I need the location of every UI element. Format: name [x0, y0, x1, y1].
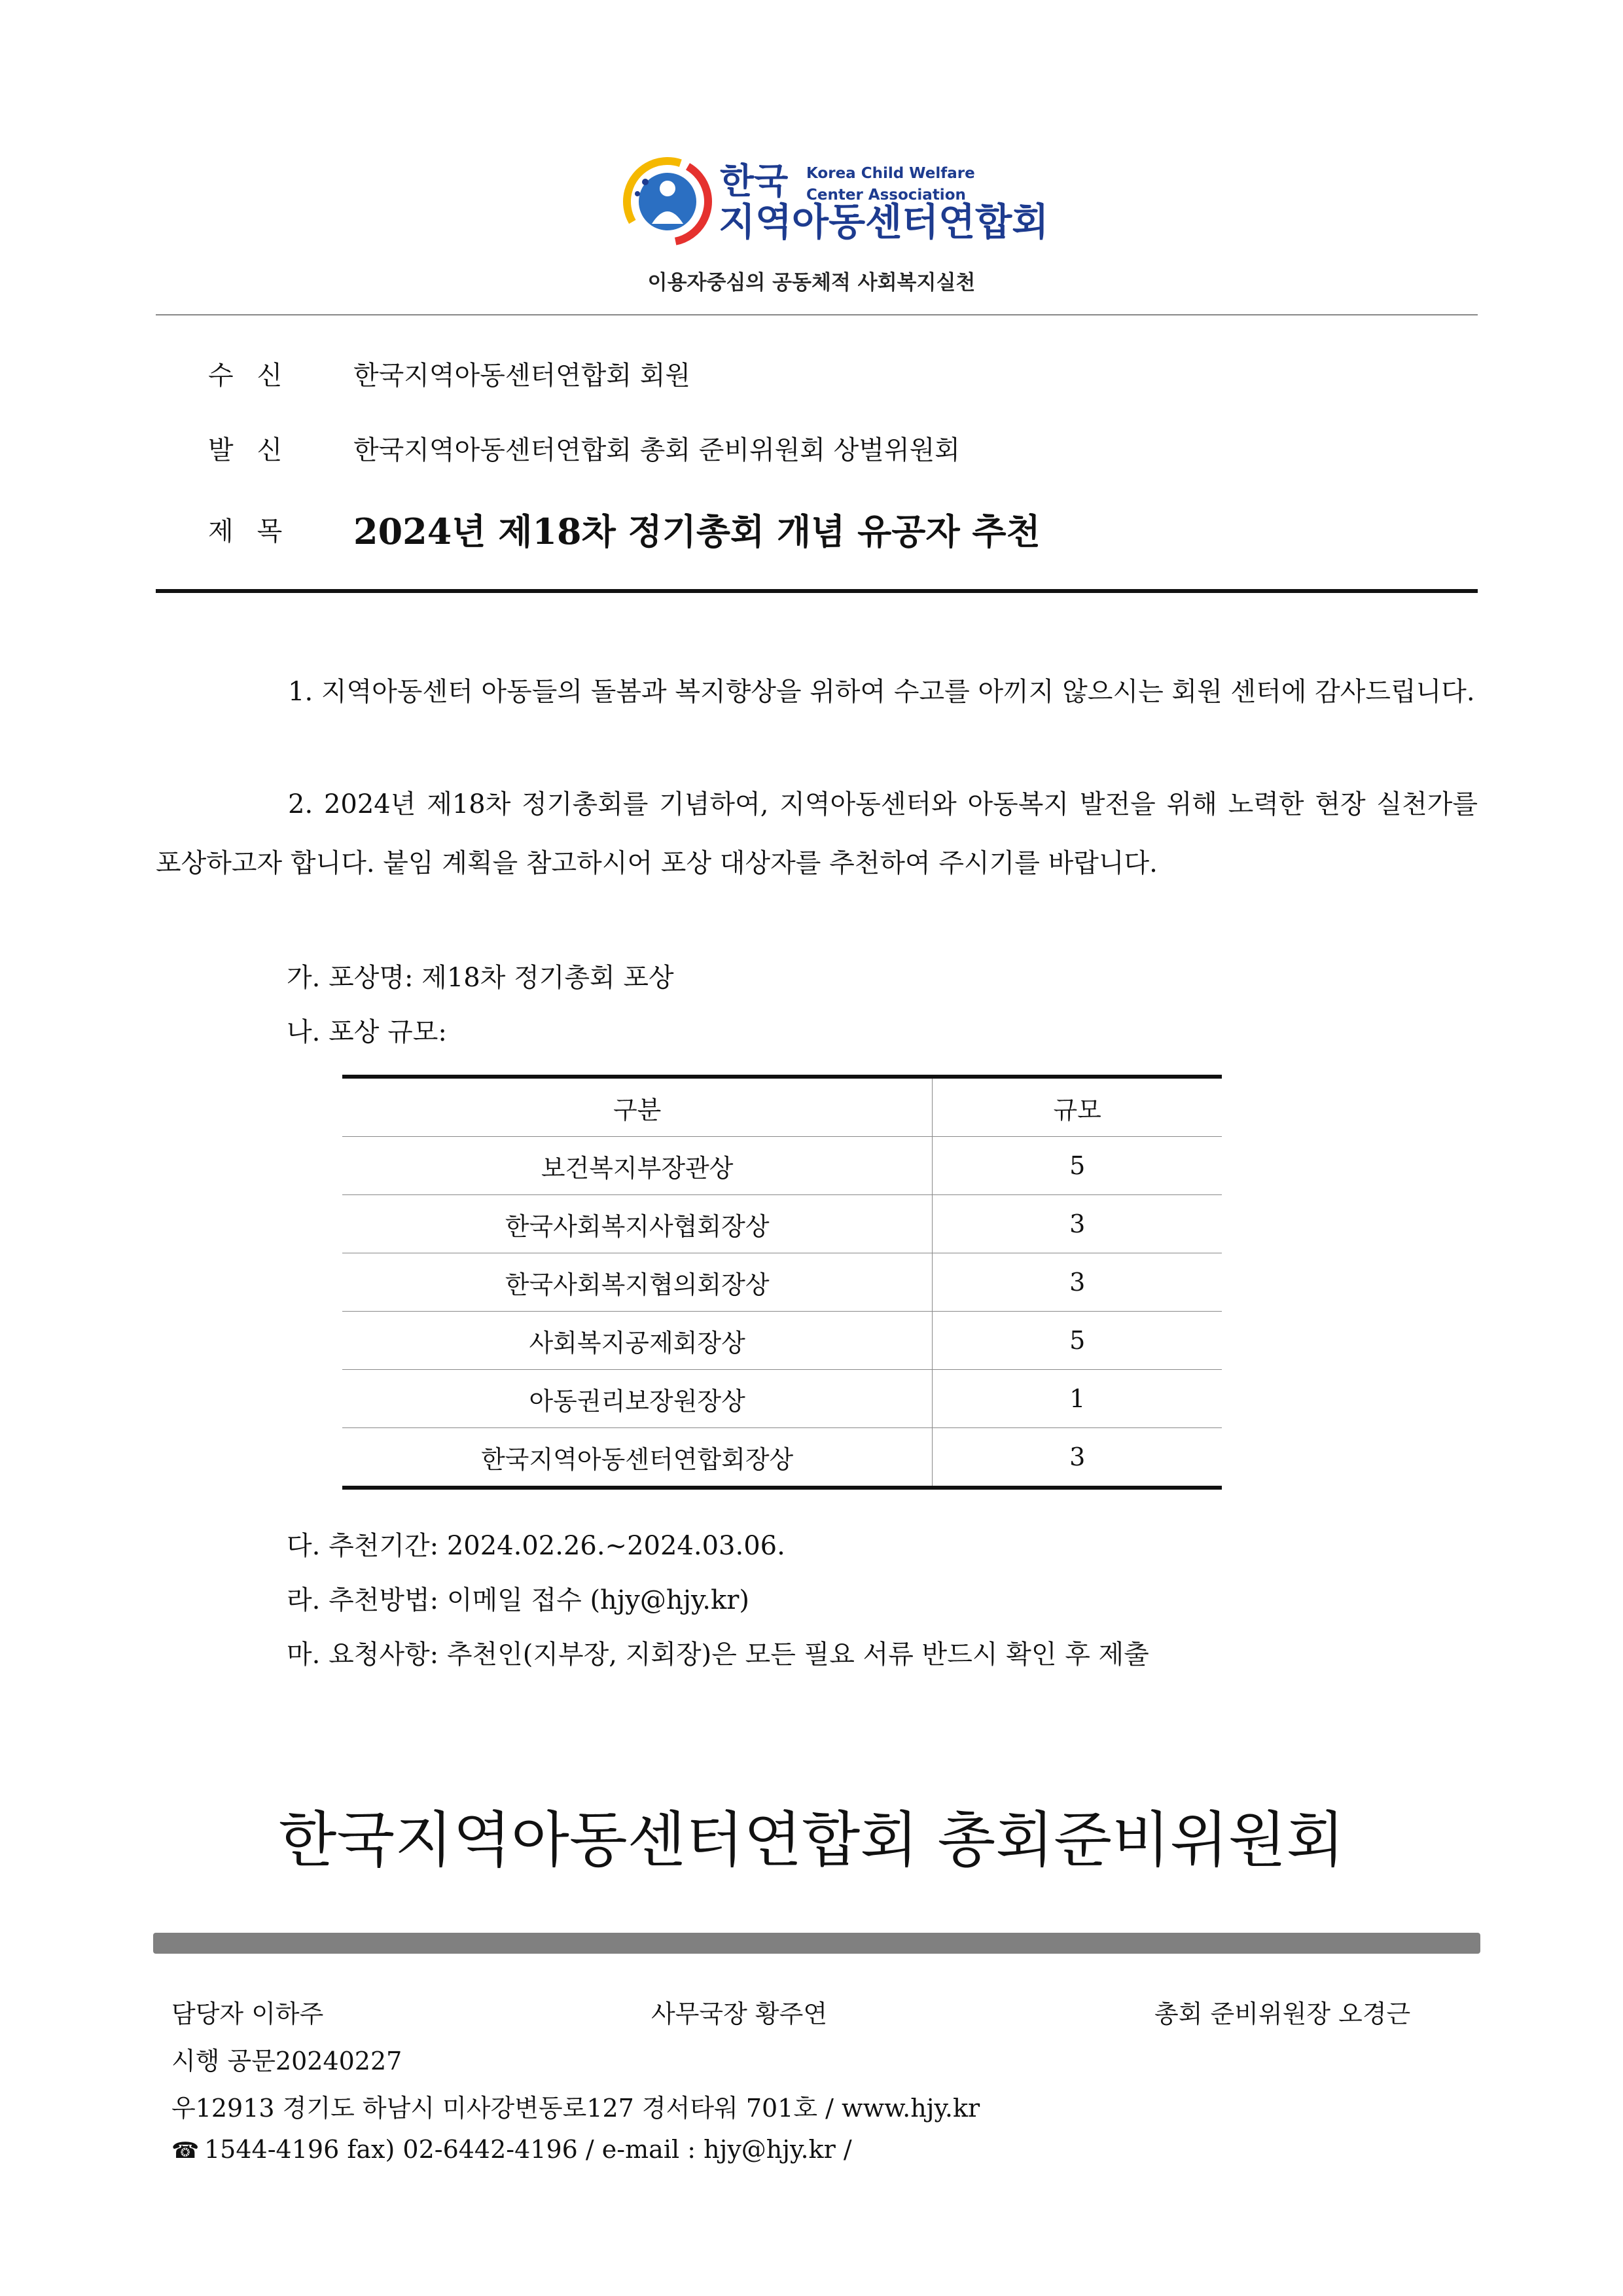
association-emblem-icon	[622, 156, 713, 247]
sender-label: 발신	[208, 435, 306, 465]
table-row	[342, 1195, 1222, 1253]
table-cell-award: 보건복지부장관상	[342, 1137, 933, 1195]
contact-line	[171, 2135, 852, 2164]
table-cell-award: 아동권리보장원장상	[342, 1370, 933, 1428]
table-row	[342, 1253, 1222, 1312]
table-header-row	[342, 1077, 1222, 1137]
table-cell-count: 3	[933, 1253, 1222, 1312]
paragraph-2	[156, 775, 1478, 893]
logo-english-line1: Korea Child Welfare	[806, 165, 975, 182]
staff-in-charge: 담당자 이하주	[171, 2000, 324, 2028]
header-divider	[156, 314, 1478, 315]
sender-value: 한국지역아동센터연합회 총회 준비위원회 상벌위원회	[353, 435, 960, 465]
committee-chair: 총회 준비위원장 오경근	[1154, 2000, 1411, 2028]
paragraph-1	[156, 662, 1478, 721]
subject-value: 2024년 제18차 정기총회 개념 유공자 추천	[353, 511, 1041, 552]
award-name-item: 가. 포상명: 제18차 정기총회 포상	[287, 963, 674, 993]
recipient-label: 수신	[208, 361, 306, 391]
nomination-period-item: 다. 추천기간: 2024.02.26.~2024.03.06.	[287, 1531, 785, 1561]
logo-english-line2: Center Association	[806, 187, 966, 204]
document-number: 시행 공문20240227	[171, 2047, 402, 2075]
table-row	[342, 1312, 1222, 1370]
slogan: 이용자중심의 공동체적 사회복지실천	[647, 271, 976, 295]
table-cell-count: 3	[933, 1428, 1222, 1488]
recipient-value: 한국지역아동센터연합회 회원	[353, 361, 691, 391]
organization-signature: 한국지역아동센터연합회 총회준비위원회	[278, 1805, 1345, 1875]
secretary-general: 사무국장 황주연	[651, 2000, 828, 2028]
table-header-category: 구분	[342, 1077, 933, 1137]
table-cell-award: 한국사회복지사협회장상	[342, 1195, 933, 1253]
subject-label: 제목	[208, 516, 306, 547]
telephone-icon: ☎	[171, 2138, 200, 2164]
subject-divider	[156, 589, 1478, 593]
table-header-count: 규모	[933, 1077, 1222, 1137]
award-scale-item: 나. 포상 규모:	[287, 1017, 447, 1047]
footer-bar	[153, 1933, 1480, 1954]
logo-korean-short: 한국	[720, 160, 789, 202]
table-row	[342, 1428, 1222, 1488]
award-table	[342, 1075, 1222, 1490]
table-row	[342, 1137, 1222, 1195]
table-cell-award: 사회복지공제회장상	[342, 1312, 933, 1370]
table-cell-count: 3	[933, 1195, 1222, 1253]
table-cell-count: 5	[933, 1312, 1222, 1370]
table-cell-count: 5	[933, 1137, 1222, 1195]
table-cell-award: 한국지역아동센터연합회장상	[342, 1428, 933, 1488]
paragraph-2-text: 2. 2024년 제18차 정기총회를 기념하여, 지역아동센터와 아동복지 발전을 위해 노력한 현장 실천가를 포상하고자 합니다. 붙임 계획을 참고하시어 포상 대상자를 추천하여 주시기를 바랍니다.	[156, 789, 1478, 878]
request-item: 마. 요청사항: 추천인(지부장, 지회장)은 모든 필요 서류 반드시 확인 후 제출	[287, 1640, 1149, 1670]
table-cell-count: 1	[933, 1370, 1222, 1428]
paragraph-1-text: 1. 지역아동센터 아동들의 돌봄과 복지향상을 위하여 수고를 아끼지 않으시는 회원 센터에 감사드립니다.	[288, 677, 1475, 707]
logo-korean-name: 지역아동센터연합회	[719, 200, 1049, 244]
postal-address: 우12913 경기도 하남시 미사강변동로127 경서타워 701호 / www.hjy.kr	[171, 2094, 980, 2123]
table-cell-award: 한국사회복지협의회장상	[342, 1253, 933, 1312]
nomination-method-item: 라. 추천방법: 이메일 접수 (hjy@hjy.kr)	[287, 1585, 749, 1615]
contact-text: 1544-4196 fax) 02-6442-4196 / e-mail : hjy@hjy.kr /	[204, 2135, 852, 2164]
table-row	[342, 1370, 1222, 1428]
